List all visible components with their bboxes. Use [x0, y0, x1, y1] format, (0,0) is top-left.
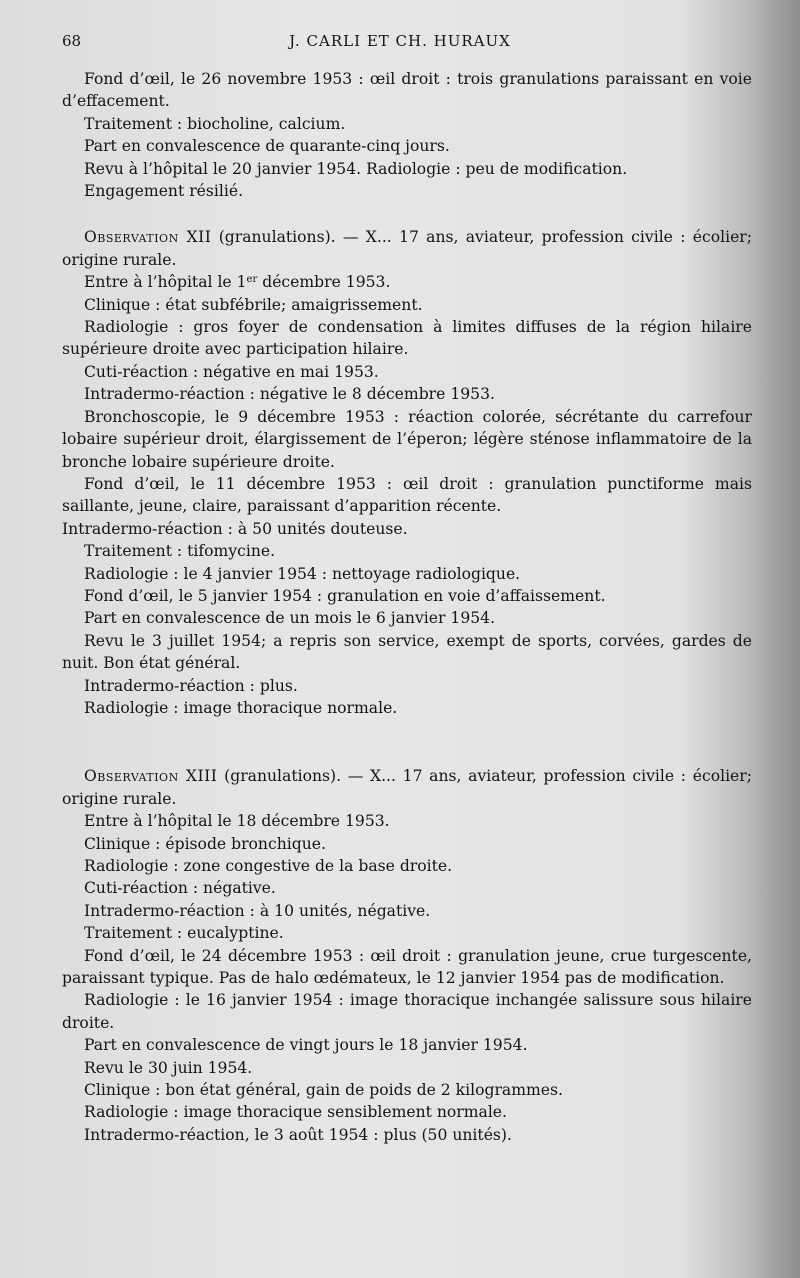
- observation-label: Observation XIII: [84, 767, 218, 786]
- paragraph: Part en convalescence de quarante-cinq jours.: [84, 137, 450, 156]
- paragraph: Fond d’œil, le 11 décembre 1953 : œil droit : granulation punctiforme mais saillante, jeune, claire, paraissant d’apparition récente.: [62, 474, 752, 516]
- body-text: [62, 68, 752, 1146]
- page-header: [62, 32, 738, 54]
- entry-rest: décembre 1953.: [257, 273, 391, 292]
- paragraph: Intradermo-réaction : à 10 unités, négative.: [84, 901, 431, 920]
- observation-heading-text: (granulations). — X... 17 ans, aviateur, profession civile : écolier; origine rurale.: [62, 767, 752, 808]
- spacer: [62, 719, 752, 765]
- page-number: 68: [62, 32, 82, 50]
- observation-heading: [62, 765, 752, 810]
- paragraph: Fond d’œil, le 5 janvier 1954 : granulation en voie d’affaissement.: [84, 586, 606, 605]
- paragraph: Clinique : bon état général, gain de poids de 2 kilogrammes.: [84, 1081, 563, 1100]
- paragraph: Radiologie : image thoracique sensiblement normale.: [84, 1103, 507, 1122]
- observation-heading-text: (granulations). — X... 17 ans, aviateur, profession civile : écolier; origine rurale.: [62, 228, 752, 269]
- paragraph: Traitement : tifomycine.: [84, 542, 276, 561]
- paragraph: Revu le 3 juillet 1954; a repris son service, exempt de sports, corvées, gardes de nuit. Bon état général.: [62, 631, 752, 673]
- paragraph: Entre à l’hôpital le 18 décembre 1953.: [84, 812, 390, 831]
- spacer: [62, 202, 752, 226]
- paragraph: Clinique : épisode bronchique.: [84, 834, 326, 853]
- paragraph: Engagement résilié.: [84, 182, 244, 201]
- paragraph: Radiologie : le 16 janvier 1954 : image thoracique inchangée salissure sous hilaire droite.: [62, 991, 752, 1032]
- running-head: J. CARLI ET CH. HURAUX: [289, 32, 511, 50]
- paragraph: Intradermo-réaction : négative le 8 décembre 1953.: [84, 385, 495, 404]
- paragraph: Traitement : biocholine, calcium.: [84, 114, 346, 133]
- paragraph: Radiologie : image thoracique normale.: [84, 698, 398, 717]
- paragraph: Cuti-réaction : négative.: [84, 879, 276, 898]
- entry-text: Entre à l’hôpital le 1: [84, 273, 247, 292]
- paragraph: Intradermo-réaction : plus.: [84, 676, 298, 695]
- ordinal-superscript: er: [246, 274, 258, 286]
- paragraph: Radiologie : zone congestive de la base droite.: [84, 857, 453, 875]
- paragraph: Radiologie : le 4 janvier 1954 : nettoyage radiologique.: [84, 564, 521, 583]
- paragraph: Revu à l’hôpital le 20 janvier 1954. Radiologie : peu de modification.: [84, 159, 628, 178]
- paragraph: Bronchoscopie, le 9 décembre 1953 : réaction colorée, sécrétante du carrefour lobaire supérieur droit, élargissement de l’éperon; légère sténose inflammatoire de la bronche lobaire supérieure droite.: [62, 407, 752, 471]
- paragraph: [62, 271, 752, 293]
- paragraph: Revu le 30 juin 1954.: [84, 1058, 253, 1077]
- paragraph: Intradermo-réaction : à 50 unités douteuse.: [62, 519, 408, 538]
- paragraph: Cuti-réaction : négative en mai 1953.: [84, 362, 379, 381]
- paragraph: Clinique : état subfébrile; amaigrissement.: [84, 295, 423, 314]
- observation-label: Observation XII: [84, 228, 212, 247]
- paragraph: Radiologie : gros foyer de condensation à limites diffuses de la région hilaire supérieure droite avec participation hilaire.: [62, 318, 752, 359]
- paragraph: Fond d’œil, le 24 décembre 1953 : œil droit : granulation jeune, crue turgescente, paraissant typique. Pas de halo œdémateux, le 12 janvier 1954 pas de modification.: [62, 946, 752, 988]
- paragraph: Intradermo-réaction, le 3 août 1954 : plus (50 unités).: [84, 1125, 512, 1144]
- paragraph: Traitement : eucalyptine.: [84, 924, 284, 943]
- paragraph: Part en convalescence de vingt jours le 18 janvier 1954.: [84, 1036, 528, 1055]
- paragraph: Part en convalescence de un mois le 6 janvier 1954.: [84, 609, 496, 628]
- paragraph: Fond d’œil, le 26 novembre 1953 : œil droit : trois granulations paraissant en voie d’effacement.: [62, 70, 752, 111]
- observation-heading: [62, 226, 752, 271]
